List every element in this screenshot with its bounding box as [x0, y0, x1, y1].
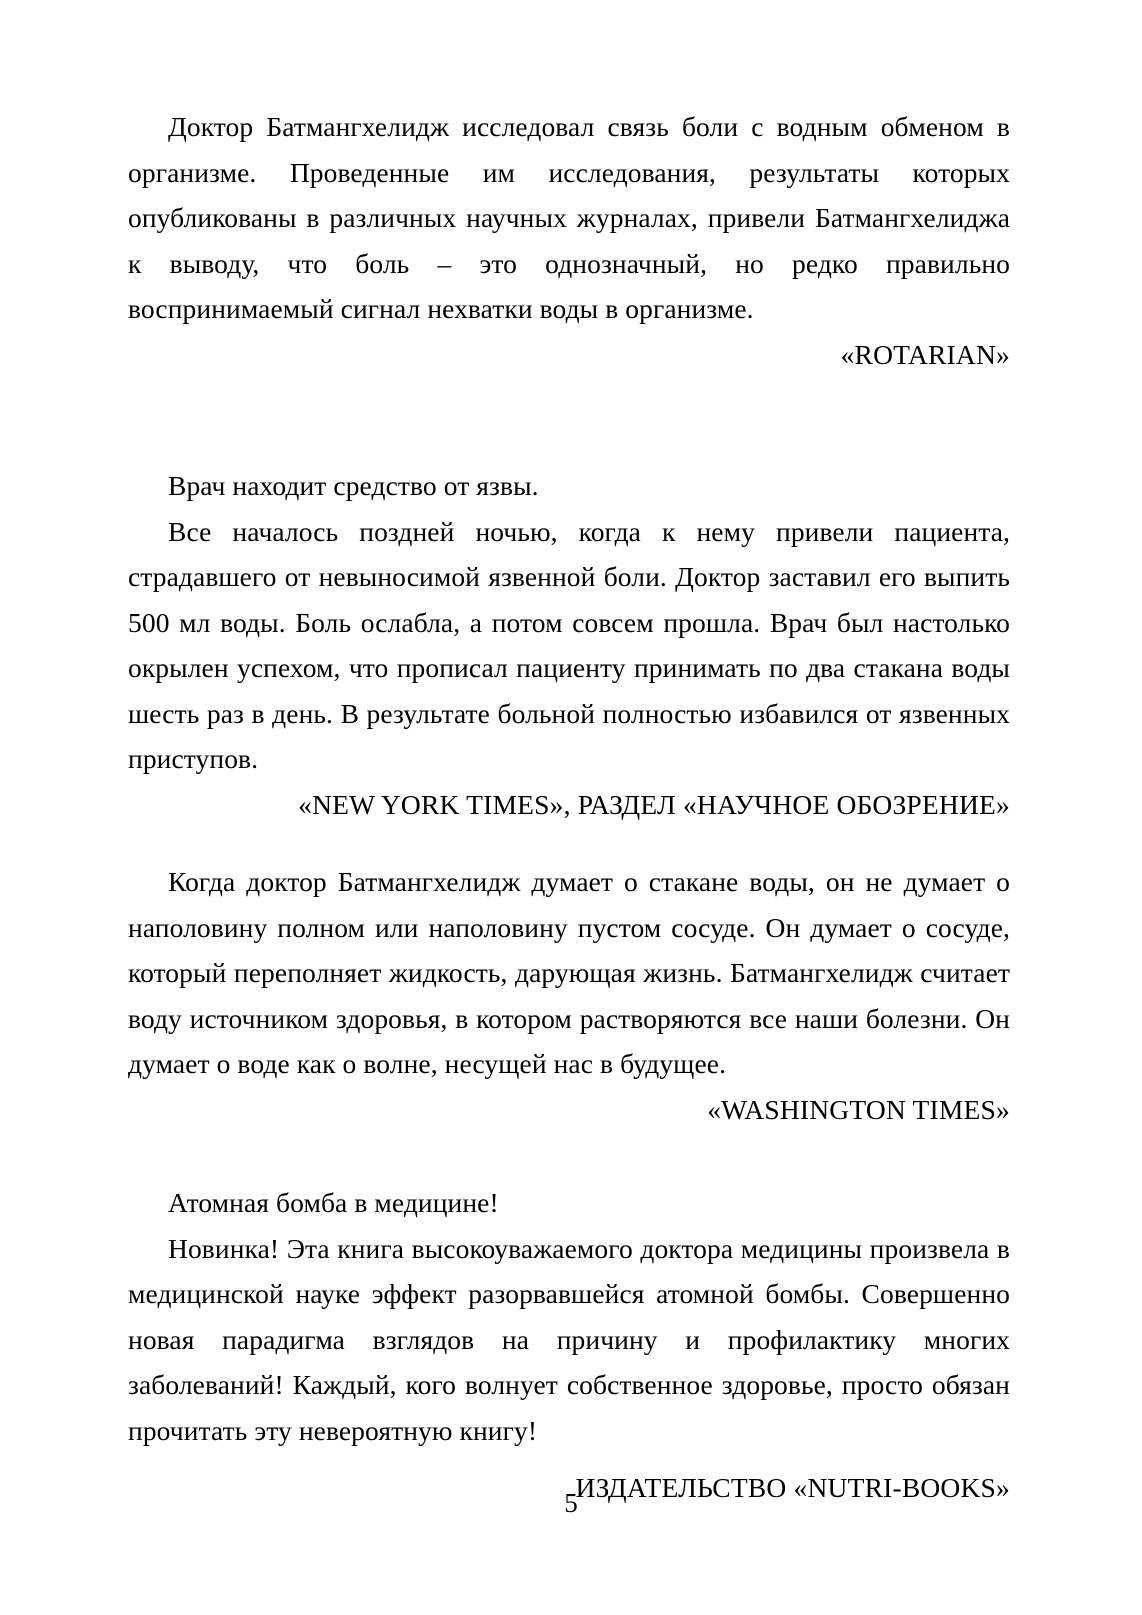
page-text-column: [128, 104, 1010, 1511]
block-spacer: [128, 1132, 1010, 1180]
paragraph: Атомная бомба в медицине!: [168, 1187, 499, 1218]
attribution-spacer: [128, 1453, 1010, 1465]
paragraph: Новинка! Эта книга высокоуважаемого доктора медицины произвела в медицинской науке эффект разорвавшейся атомной бомбы. Совершенно новая парадигма взглядов на причину и профилактику многих заболеваний! Каждый, кого волнует собственное здоровье, просто обязан прочитать эту невероятную книгу!: [128, 1232, 1010, 1446]
attribution-rotarian: «ROTARIAN»: [840, 338, 1010, 370]
quote-block-rotarian: [128, 104, 1010, 377]
attribution-nutri-books: ИЗДАТЕЛЬСТВО «NUTRI-BOOKS»: [575, 1472, 1010, 1503]
block-spacer: [128, 827, 1010, 859]
paragraph: Когда доктор Батмангхелидж думает о стакане воды, он не думает о наполовину полном или наполовину пустом сосуде. Он думает о сосуде, который переполняет жидкость, дарующая жизнь. Батмангхелидж считает воду источником здоровья, в котором растворяются все наши болезни. Он думает о воде как о волне, несущей нас в будущее.: [128, 866, 1010, 1079]
quote-block-washington-times: [128, 859, 1010, 1132]
page-number: 5: [564, 1488, 578, 1518]
attribution-washington-times: «WASHINGTON TIMES»: [707, 1093, 1010, 1125]
quote-block-new-york-times: [128, 463, 1010, 827]
block-spacer: [128, 377, 1010, 463]
attribution-new-york-times: «NEW YORK TIMES», РАЗДЕЛ «НАУЧНОЕ ОБОЗРЕНИЕ»: [298, 788, 1010, 820]
quote-block-nutri-books: [128, 1180, 1010, 1511]
paragraph: Все началось поздней ночью, когда к нему привели пациента, страдавшего от невыносимой язвенной боли. Доктор заставил его выпить 500 мл воды. Боль ослабла, а потом совсем прошла. Врач был настолько окрылен успехом, что прописал пациенту принимать по два стакана воды шесть раз в день. В результате больной полностью избавился от язвенных приступов.: [128, 515, 1010, 774]
paragraph: Доктор Батмангхелидж исследовал связь боли с водным обменом в организме. Проведенные им исследования, результаты которых опубликованы в различных научных журналах, привели Батмангхелиджа к выводу, что боль – это однозначный, но редко правильно воспринимаемый сигнал нехватки воды в организме.: [128, 111, 1010, 324]
paragraph: Врач находит средство от язвы.: [168, 470, 539, 501]
